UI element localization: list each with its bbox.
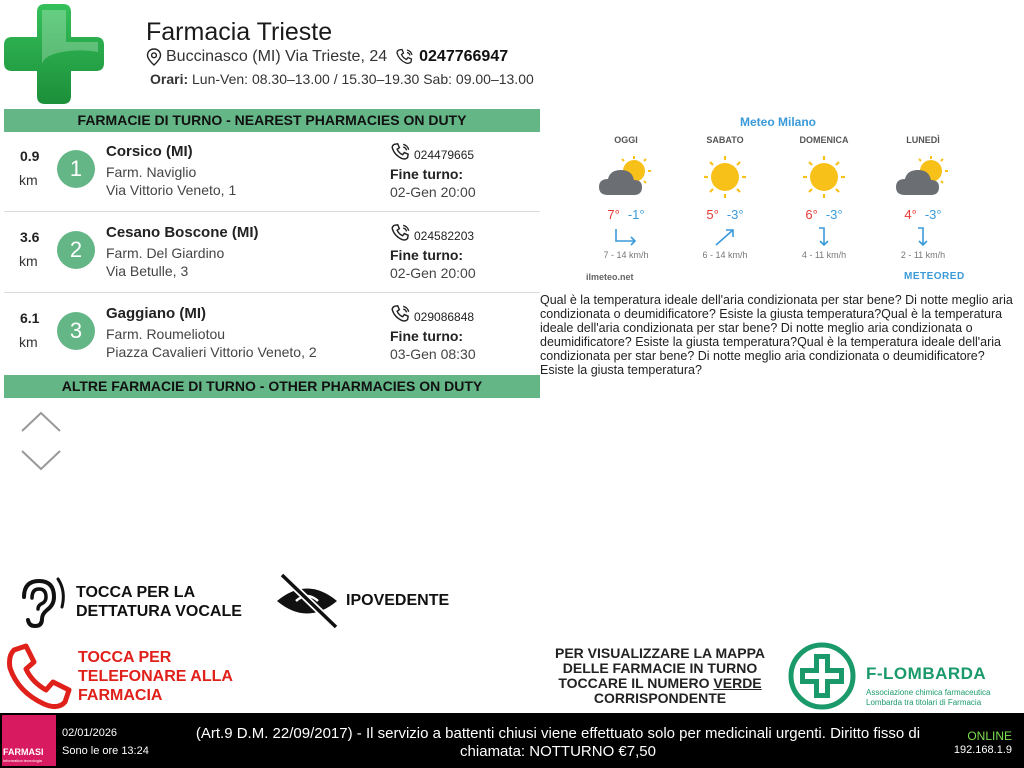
temp-min: -3°	[924, 207, 942, 222]
wind-speed: 2 - 11 km/h	[900, 250, 946, 260]
voice-dictation-label-2: DETTATURA VOCALE	[76, 603, 242, 620]
f-lombarda-logo	[788, 642, 1018, 710]
distance-value: 0.9	[20, 148, 40, 164]
pharmacy-phone[interactable]: 0247766947	[419, 48, 509, 65]
temp-max: 7°	[607, 207, 620, 222]
pharmacy-city: Cesano Boscone (MI)	[106, 224, 259, 241]
hours-text: Lun-Ven: 08.30–13.00 / 15.30–19.30 Sab: 09.00–13.00	[192, 71, 534, 87]
distance-unit: km	[19, 334, 38, 350]
shift-end-time: 02-Gen 20:00	[390, 184, 476, 200]
pharmacy-number-badge[interactable]: 2	[57, 231, 95, 269]
ilmeteo-credit[interactable]: ilmeteo.net	[586, 272, 634, 282]
meteored-credit[interactable]: METEORED	[904, 271, 965, 282]
connection-status: ONLINE	[967, 729, 1012, 743]
phone-icon	[390, 223, 412, 243]
farmasi-brand: FARMASI	[3, 747, 44, 757]
low-vision-label: IPOVEDENTE	[346, 592, 450, 609]
call-label-2: TELEFONARE ALLA	[78, 668, 233, 685]
pharmacy-phone-link[interactable]	[390, 221, 474, 243]
map-instructions-line-2: DELLE FARMACIE IN TURNO	[562, 660, 758, 676]
scroll-up-arrow-icon[interactable]	[20, 405, 62, 435]
weather-day-name: LUNEDÌ	[906, 135, 940, 145]
shift-end-time: 03-Gen 08:30	[390, 346, 476, 362]
pharmacy-street: Piazza Cavalieri Vittorio Veneto, 2	[106, 344, 317, 360]
wind-arrow-east-icon	[611, 226, 641, 248]
wind-speed: 4 - 11 km/h	[801, 250, 847, 260]
pharmacy-city: Gaggiano (MI)	[106, 305, 206, 322]
pharmacy-row[interactable]	[4, 132, 540, 212]
wind-speed: 7 - 14 km/h	[603, 250, 649, 260]
weather-news-text: Qual è la temperatura ideale dell'aria condizionata per star bene? Di notte meglio aria condizionata o deumidificatore? Esiste la giusta temperatura?Qual è la temperatura ideale dell'aria condizionata per star bene? Di notte meglio aria condizionata o deumidificatore? Esiste la giusta temperatura?Qual è la temperatura ideale dell'aria condizionata per star bene? Di notte meglio aria condizionata o deumidificatore? Esiste la giusta temperatura?	[540, 293, 1013, 377]
partly-cloudy-icon	[596, 155, 656, 199]
distance-unit: km	[19, 253, 38, 269]
temp-min: -3°	[726, 207, 744, 222]
sunny-icon	[695, 155, 755, 199]
location-pin-icon	[146, 48, 162, 66]
wind-arrow-northeast-icon	[710, 226, 740, 248]
shift-end-label: Fine turno:	[390, 328, 464, 344]
weather-day-name: DOMENICA	[799, 135, 849, 145]
weather-day	[784, 135, 864, 260]
wind-arrow-south-icon	[809, 226, 839, 248]
ear-icon	[10, 573, 68, 631]
sunny-icon	[794, 155, 854, 199]
pharmacy-city: Corsico (MI)	[106, 143, 193, 160]
other-pharmacies-header: ALTRE FARMACIE DI TURNO - OTHER PHARMACIES ON DUTY	[4, 375, 540, 398]
map-instructions-verde: VERDE	[713, 675, 762, 691]
shift-end-label: Fine turno:	[390, 166, 464, 182]
weather-day	[883, 135, 963, 260]
f-lombarda-name: F-LOMBARDA	[866, 664, 987, 683]
distance-value: 6.1	[20, 310, 40, 326]
call-label-1: TOCCA PER	[78, 649, 172, 666]
distance-value: 3.6	[20, 229, 40, 245]
voice-dictation-label-1: TOCCA PER LA	[76, 584, 196, 601]
pharmacy-row[interactable]	[4, 213, 540, 293]
eye-slash-icon	[274, 571, 340, 631]
service-notice: (Art.9 D.M. 22/09/2017) - Il servizio a battenti chiusi viene effettuato solo per medicinali urgenti. Diritto fisso di chiamata: NOTTURNO €7,50	[195, 725, 921, 760]
f-lombarda-subtitle-1: Associazione chimica farmaceutica	[866, 688, 991, 697]
phone-icon	[390, 304, 412, 324]
footer-time: Sono le ore 13:24	[62, 745, 149, 757]
scroll-down-arrow-icon[interactable]	[20, 445, 62, 475]
pharmacy-number-badge[interactable]: 3	[57, 312, 95, 350]
pharmacy-title: Farmacia Trieste	[146, 18, 333, 46]
map-instructions-line-1: PER VISUALIZZARE LA MAPPA	[554, 645, 765, 661]
phone-icon	[390, 142, 412, 162]
footer-date: 02/01/2026	[62, 727, 118, 739]
temp-max: 4°	[904, 207, 917, 222]
opening-hours	[150, 71, 534, 87]
distance-unit: km	[19, 172, 38, 188]
pharmacy-phone-link[interactable]	[390, 140, 474, 162]
wind-arrow-south-icon	[908, 226, 938, 248]
weather-day-name: OGGI	[614, 135, 638, 145]
voice-dictation-button[interactable]	[10, 572, 250, 632]
pharmacy-name: Farm. Naviglio	[106, 164, 197, 180]
weather-day-name: SABATO	[706, 135, 744, 145]
shift-end-label: Fine turno:	[390, 247, 464, 263]
weather-day	[586, 135, 666, 260]
hours-label: Orari:	[150, 71, 189, 87]
map-instructions-line-3: TOCCARE IL NUMERO	[558, 675, 714, 691]
farmasi-tagline: informatica tecnologia	[3, 758, 42, 763]
temp-max: 6°	[805, 207, 818, 222]
pharmacy-street: Via Betulle, 3	[106, 263, 189, 279]
shift-end-time: 02-Gen 20:00	[390, 265, 476, 281]
call-label-3: FARMACIA	[78, 687, 163, 704]
footer-bar	[0, 713, 1024, 768]
temp-min: -3°	[825, 207, 843, 222]
f-lombarda-cross-icon	[788, 642, 856, 710]
farmasi-logo	[2, 715, 56, 766]
weather-title: Meteo Milano	[740, 115, 817, 129]
wind-speed: 6 - 14 km/h	[702, 250, 748, 260]
pharmacy-phone-number: 029086848	[414, 310, 475, 324]
pharmacy-name: Farm. Del Giardino	[106, 245, 225, 261]
pharmacy-row[interactable]	[4, 294, 540, 374]
pharmacy-street: Via Vittorio Veneto, 1	[106, 182, 237, 198]
pharmacy-number-badge[interactable]: 1	[57, 150, 95, 188]
temp-min: -1°	[627, 207, 645, 222]
partly-cloudy-icon	[893, 155, 953, 199]
pharmacy-cross-logo	[4, 4, 104, 104]
pharmacy-name: Farm. Roumeliotou	[106, 326, 226, 342]
map-instructions	[540, 646, 780, 706]
phone-call-icon	[4, 640, 76, 712]
weather-day	[685, 135, 765, 260]
pharmacy-phone-number: 024582203	[414, 229, 475, 243]
phone-icon	[395, 48, 415, 66]
call-pharmacy-button[interactable]	[4, 640, 244, 712]
nearest-pharmacies-header: FARMACIE DI TURNO - NEAREST PHARMACIES ON DUTY	[4, 109, 540, 132]
ip-address: 192.168.1.9	[953, 744, 1012, 756]
pharmacy-address: Buccinasco (MI) Via Trieste, 24	[166, 48, 388, 65]
temp-max: 5°	[706, 207, 719, 222]
low-vision-button[interactable]	[274, 570, 474, 632]
address-line	[146, 48, 508, 66]
f-lombarda-subtitle-2: Lombarda tra titolari di Farmacia	[866, 698, 982, 707]
map-instructions-line-4: CORRISPONDENTE	[593, 690, 727, 706]
pharmacy-phone-number: 024479665	[414, 148, 475, 162]
pharmacy-phone-link[interactable]	[390, 302, 474, 324]
